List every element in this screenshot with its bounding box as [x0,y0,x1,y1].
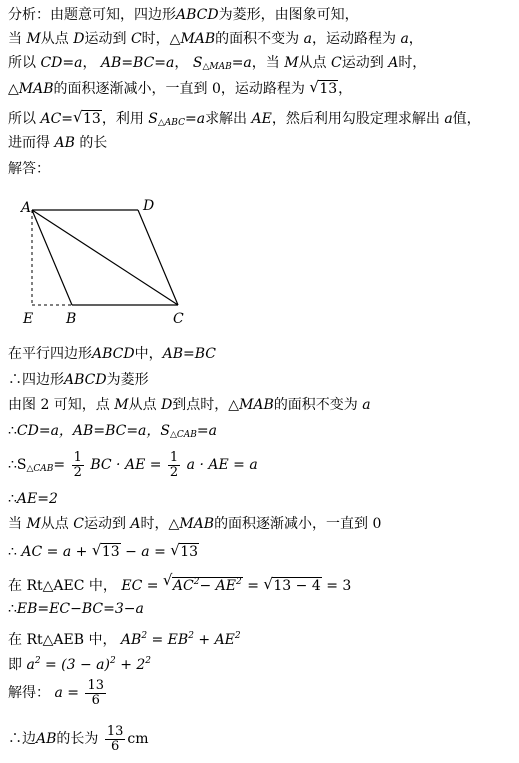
sqrt-13: √ 13 [309,78,338,97]
symbol: D [73,31,85,47]
text: ， [338,81,353,97]
text: 为菱形，由图象可知， [218,7,359,23]
superscript: 2 [141,631,148,641]
solution-line-9 [8,573,351,595]
symbol: MAB [18,81,54,97]
text: 的面积逐渐减小，一直到 0 [214,516,382,532]
symbol: CD=a [40,55,83,71]
denominator: 6 [91,692,100,708]
text: ∴ [8,491,17,507]
sqrt-13: √ 13 [73,108,101,127]
solution-line-2 [8,371,149,389]
text: 的面积不变为 [273,397,358,413]
superscript: 2 [34,656,41,666]
answer-heading: 解答： [8,161,50,177]
radicand: 13 [101,544,120,560]
label-C: C [173,311,184,327]
symbol: D [161,397,173,413]
solution-line-6 [8,490,58,508]
solution-line-7 [8,515,381,533]
text: 解得： [8,685,50,701]
text: 当 [8,516,22,532]
text: 从点 [128,397,157,413]
symbol: ABCD [92,346,135,362]
symbol: EC = [121,578,159,594]
analysis-line-6 [8,134,107,152]
symbol: M [114,397,129,413]
label-A: A [21,200,32,216]
symbol: − AE [199,578,236,594]
text: ，当 [251,55,280,71]
symbol: A [388,55,399,71]
text: 在 Rt△AEC 中， [8,578,117,594]
radicand: 13 − 4 [273,578,321,594]
text: 即 [8,657,22,673]
symbol: EB=EC−BC=3−a [16,601,144,617]
symbol: AE [251,111,272,127]
symbol: ABCD [64,372,107,388]
label-B: B [66,311,77,327]
text: 从点 [40,31,69,47]
text: 的长 [79,135,108,151]
text: 为菱形 [106,372,149,388]
text: 的面积不变为 [215,31,300,47]
text: 值， [452,111,481,127]
symbol: a [444,111,453,127]
text: 时，△ [141,31,181,47]
solution-line-5 [8,448,258,486]
denominator: 6 [110,738,120,754]
text: 运动到 [83,516,126,532]
text: 的面积逐渐减小，一直到 0，运动路程为 [53,81,305,97]
label-E: E [23,311,34,327]
text: 到点时，△ [172,397,240,413]
numerator: 1 [169,449,179,465]
text: ∴四边形 [8,372,64,388]
sqrt-13: √ 13 [91,541,120,560]
solution-line-14 [8,722,149,756]
symbol: AB=BC=a [100,55,175,71]
superscript: 2 [236,577,242,587]
text: ∴S [8,457,27,473]
text: 在 Rt△AEB 中， [8,632,117,648]
text: ∴边 [8,731,36,747]
subscript: △MAB [202,62,232,72]
superscript: 2 [110,656,116,666]
text: 所以 [8,55,36,71]
text: ，然后利用勾股定理求解出 [271,111,440,127]
fraction-13-6 [105,725,126,754]
symbol: AB [36,731,57,747]
symbol: M [284,55,299,71]
symbol: a [303,31,312,47]
superscript: 2 [234,631,241,641]
denominator: 2 [73,464,82,480]
text: ∴ [8,544,17,560]
solution-line-11 [8,627,241,649]
text: 时， [398,55,427,71]
text: 在平行四边形 [8,346,92,362]
text: 从点 [298,55,327,71]
sqrt-9: √ 13 − 4 [263,575,321,594]
sqrt-13: √ 13 [170,541,199,560]
rhombus-figure [20,195,220,330]
superscript: 2 [145,656,152,666]
symbol: M [26,31,41,47]
radicand: 13 [83,111,101,127]
symbol: a = [54,685,79,701]
symbol: MAB [180,31,216,47]
solution-line-10 [8,600,144,618]
solution-line-4 [8,422,217,444]
text: ， [82,55,97,71]
symbol: − a = [125,544,166,560]
text: ， [174,55,189,71]
text: = 3 [326,578,352,594]
text: 运动到 [84,31,127,47]
sqrt-pythagoras: √ $AC^2- AE^2$ [162,571,242,594]
symbol: = (3 − a) [45,657,110,673]
symbol: AC= [40,111,74,127]
text: ∴ [8,423,17,439]
symbol: BC · AE = [90,457,162,473]
subscript: △CAB [26,464,54,474]
superscript: 2 [188,631,194,641]
subscript: △ABC [157,118,185,128]
text: 中， [134,346,163,362]
text: 运动到 [341,55,384,71]
radicand: 13 [319,81,338,97]
analysis-line-2 [8,30,423,48]
symbol: =a [184,111,206,127]
symbol: CD=a，AB=BC=a，S [16,423,170,439]
text: 分析：由题意可知，四边形 [8,7,176,23]
numerator: 13 [87,677,104,693]
symbol: = EB [151,632,189,648]
diagonal-AC [32,210,178,305]
text: 的长为 [56,731,99,747]
fraction-half [168,451,180,480]
symbol: ABCD [176,7,219,23]
solution-line-13 [8,676,108,710]
symbol: =a [231,55,252,71]
analysis-line-5 [8,110,481,132]
text: = [53,457,66,473]
text: 由图 2 可知，点 [8,397,110,413]
symbol: A [130,516,141,532]
numerator: 13 [106,723,124,739]
analysis-line-4 [8,80,352,98]
radicand: 13 [180,544,199,560]
symbol: AB [54,135,75,151]
text: 从点 [40,516,69,532]
text: ，运动路程为 [311,31,396,47]
symbol: C [331,55,342,71]
symbol: a [26,657,35,673]
text: 时，△ [140,516,180,532]
fraction-half [72,451,84,480]
text: ∴ [8,601,17,617]
symbol: AB=BC [162,346,216,362]
symbol: + 2 [120,657,146,673]
superscript: 2 [193,577,200,587]
analysis-line-1 [8,6,359,24]
symbol: AB [120,632,142,648]
symbol: C [130,31,142,47]
symbol: =a [196,423,217,439]
unit: cm [127,731,149,747]
side-DC [138,210,178,305]
symbol: MAB [179,516,215,532]
text: 当 [8,31,22,47]
label-D: D [143,198,155,214]
symbol: a [400,31,409,47]
symbol: M [26,516,41,532]
analysis-line-3 [8,54,426,76]
text: = [247,578,259,594]
subscript: △CAB [170,430,197,440]
text: ，利用 [101,111,144,127]
text: ， [408,31,423,47]
symbol: a [362,397,371,413]
denominator: 2 [169,464,179,480]
solution-line-1 [8,345,216,363]
solution-line-12 [8,652,151,674]
text: 求解出 [205,111,248,127]
symbol: + AE [198,632,235,648]
text: △ [8,81,19,97]
side-AB [32,210,72,305]
numerator: 1 [73,449,82,465]
solution-line-3 [8,396,371,414]
text: 所以 [8,111,36,127]
symbol: MAB [239,397,274,413]
symbol: S [148,111,158,127]
symbol: a · AE = a [186,457,258,473]
text: 进而得 [8,135,50,151]
symbol: AC = a + [21,544,88,560]
fraction-13-6 [85,679,106,708]
symbol: S [192,55,203,71]
symbol: AC [172,578,194,594]
solution-line-8 [8,543,199,561]
symbol: AE=2 [16,491,58,507]
symbol: C [73,516,84,532]
